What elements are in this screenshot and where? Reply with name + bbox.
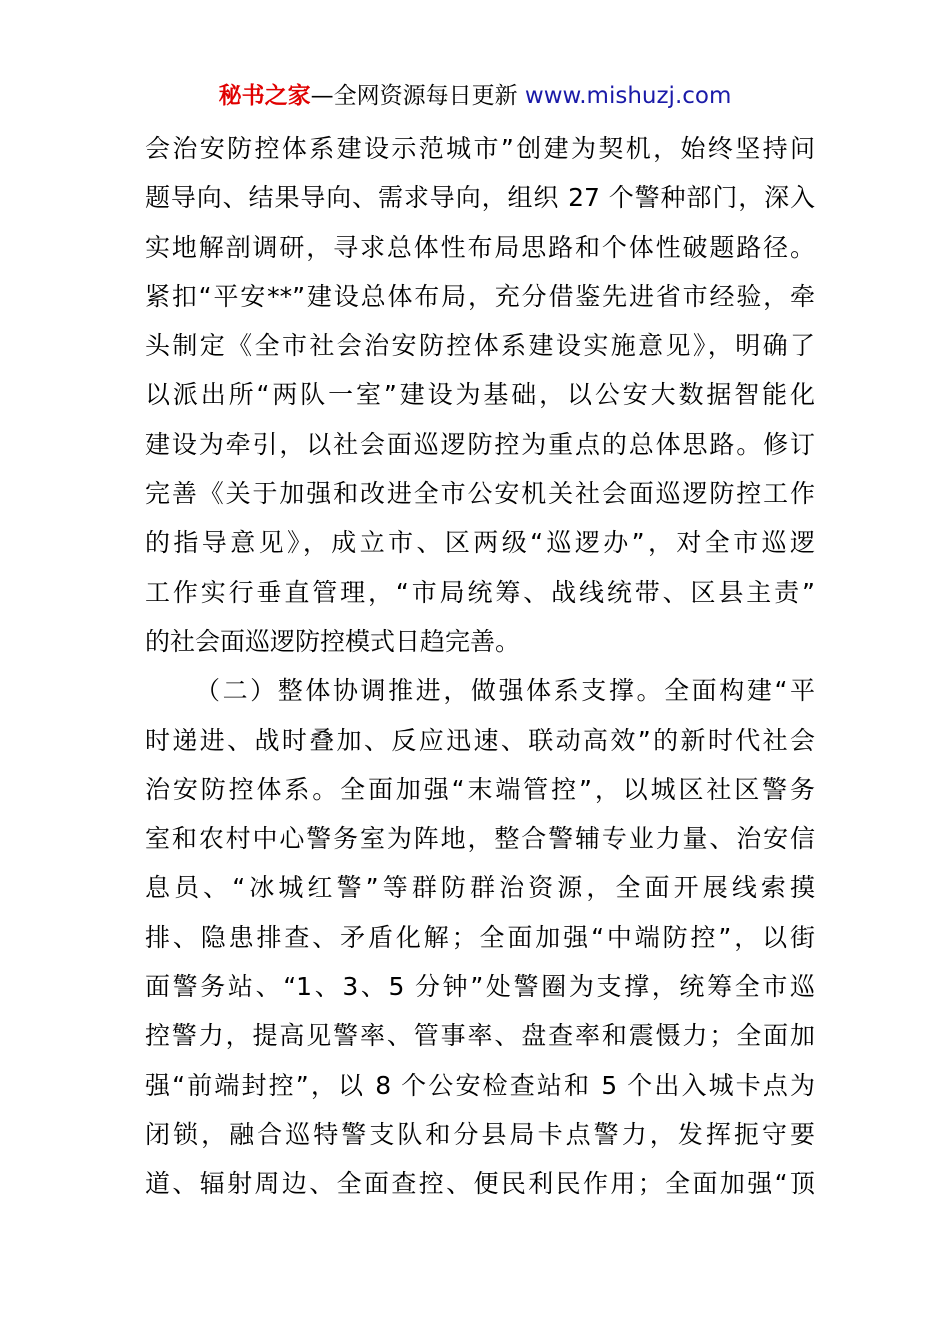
text-line: 控警力，提高见警率、管事率、盘查率和震慑力；全面加 xyxy=(145,1021,815,1051)
text-line: 强“前端封控”，以 8 个公安检查站和 5 个出入城卡点为 xyxy=(145,1070,815,1100)
text-line: 会治安防控体系建设示范城市”创建为契机，始终坚持问 xyxy=(145,134,815,163)
text-line: 实地解剖调研，寻求总体性布局思路和个体性破题路径。 xyxy=(145,232,815,262)
text-line: 题导向、结果导向、需求导向，组织 27 个警种部门，深入 xyxy=(145,183,815,213)
text-line: 时递进、战时叠加、反应迅速、联动高效”的新时代社会 xyxy=(145,725,815,755)
text-line: 完善《关于加强和改进全市公安机关社会面巡逻防控工作 xyxy=(145,479,815,509)
text-line: 工作实行垂直管理，“市局统筹、战线统带、区县主责” xyxy=(145,577,815,607)
text-line: 息员、“冰城红警”等群防群治资源，全面开展线索摸 xyxy=(145,873,815,903)
text-line: 紧扣“平安**”建设总体布局，充分借鉴先进省市经验，牵 xyxy=(145,281,815,311)
text-line: 面警务站、“1、3、5 分钟”处警圈为支撑，统筹全市巡 xyxy=(145,972,815,1002)
text-line: 排、隐患排查、矛盾化解；全面加强“中端防控”，以街 xyxy=(145,922,815,952)
text-line: 治安防控体系。全面加强“末端管控”，以城区社区警务 xyxy=(145,774,815,804)
text-line: 以派出所“两队一室”建设为基础，以公安大数据智能化 xyxy=(145,380,815,410)
document-body xyxy=(145,124,815,1209)
site-brand: 秘书之家 xyxy=(218,83,311,109)
text-line: 的指导意见》，成立市、区两级“巡逻办”，对全市巡逻 xyxy=(145,528,815,558)
site-url-link[interactable]: www.mishuzj.com xyxy=(524,83,732,109)
text-line: 闭锁，融合巡特警支队和分县局卡点警力，发挥扼守要 xyxy=(145,1119,815,1149)
text-line-indented: （二）整体协调推进，做强体系支撑。全面构建“平 xyxy=(195,676,815,706)
text-line: 道、辐射周边、全面查控、便民利民作用；全面加强“顶 xyxy=(145,1169,815,1199)
site-tagline: —全网资源每日更新 xyxy=(310,83,518,109)
text-line: 建设为牵引，以社会面巡逻防控为重点的总体思路。修订 xyxy=(145,429,815,459)
text-line: 头制定《全市社会治安防控体系建设实施意见》，明确了 xyxy=(145,331,815,361)
page-header xyxy=(0,80,950,112)
text-line: 室和农村中心警务室为阵地，整合警辅专业力量、治安信 xyxy=(145,824,815,854)
text-line: 的社会面巡逻防控模式日趋完善。 xyxy=(145,626,521,656)
